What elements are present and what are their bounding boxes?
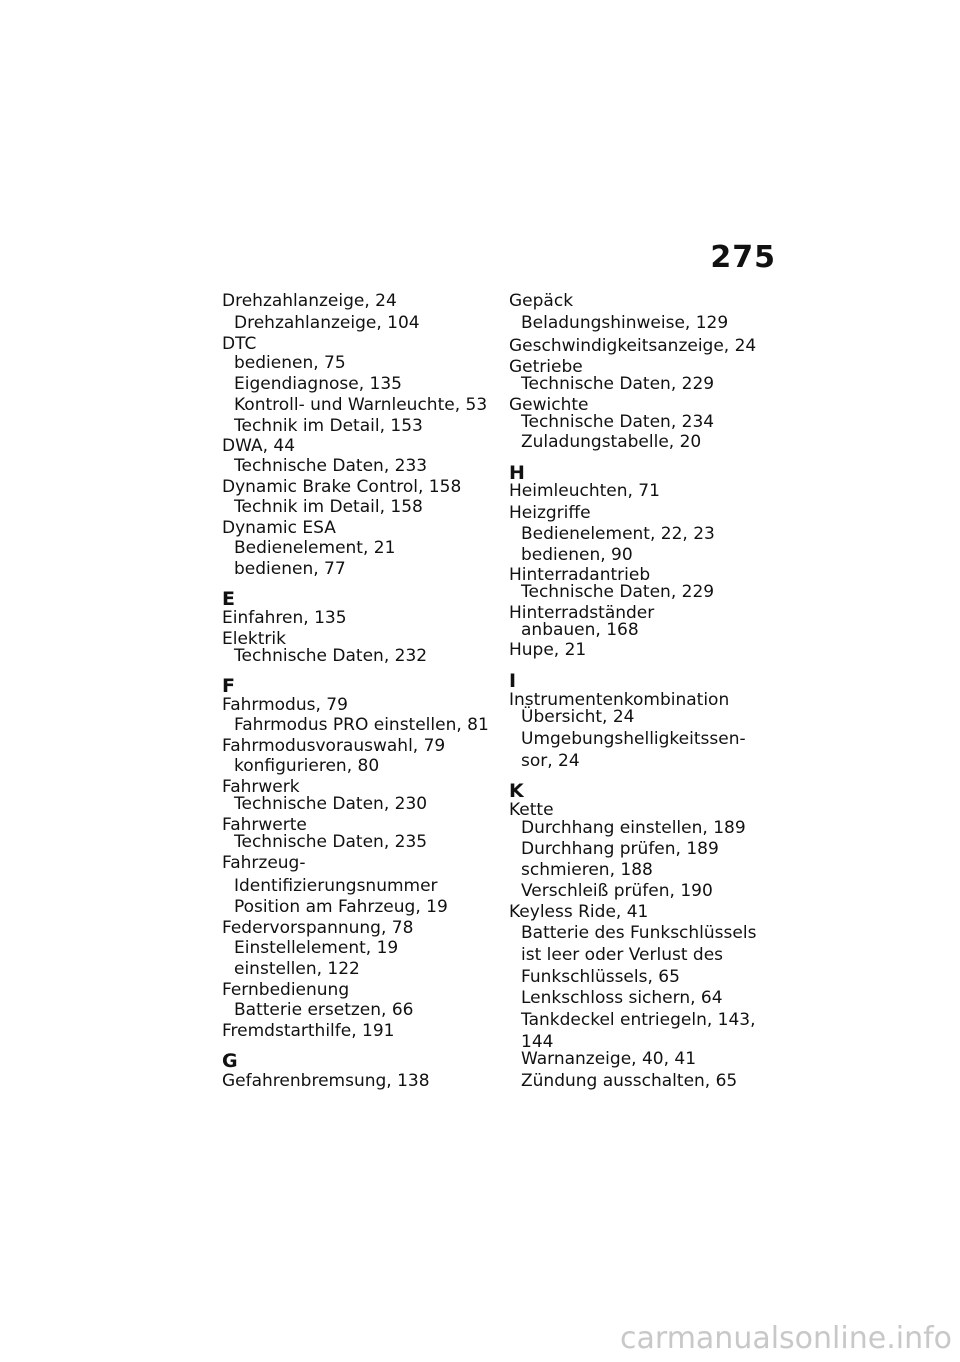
index-subentry: Technische Daten, 229 xyxy=(521,374,715,394)
index-subentry: Einstellelement, 19 xyxy=(234,938,399,958)
index-entry: Heizgriffe xyxy=(509,503,591,523)
index-subentry: Übersicht, 24 xyxy=(521,707,635,727)
index-entry: Gewichte xyxy=(509,395,589,415)
index-entry: Getriebe xyxy=(509,357,583,377)
index-entry: Dynamic Brake Control, 158 xyxy=(222,477,462,497)
index-subentry: einstellen, 122 xyxy=(234,959,360,979)
index-entry: Keyless Ride, 41 xyxy=(509,902,649,922)
index-entry: Federvorspannung, 78 xyxy=(222,918,414,938)
index-subentry: Funkschlüssels, 65 xyxy=(521,967,680,987)
index-entry: Kette xyxy=(509,800,554,820)
index-entry: DWA, 44 xyxy=(222,436,296,456)
index-entry: Hinterradständer xyxy=(509,603,655,623)
index-subentry: Verschleiß prüfen, 190 xyxy=(521,881,713,901)
index-subentry: Eigendiagnose, 135 xyxy=(234,374,402,394)
index-section-letter: K xyxy=(509,780,524,802)
index-entry: Fahrzeug- xyxy=(222,853,306,873)
index-entry: Fahrmodus, 79 xyxy=(222,695,348,715)
index-subentry: bedienen, 90 xyxy=(521,545,633,565)
index-subentry: Bedienelement, 22, 23 xyxy=(521,524,715,544)
index-entry: Geschwindigkeitsanzeige, 24 xyxy=(509,336,757,356)
page-number: 275 xyxy=(710,240,776,275)
index-subentry: Durchhang einstellen, 189 xyxy=(521,818,746,838)
index-subentry: bedienen, 75 xyxy=(234,353,346,373)
index-subentry: 144 xyxy=(521,1032,554,1052)
index-section-letter: H xyxy=(509,462,525,484)
index-subentry: Identifizierungsnummer xyxy=(234,876,438,896)
index-entry: Hupe, 21 xyxy=(509,640,587,660)
index-subentry: Beladungshinweise, 129 xyxy=(521,313,729,333)
index-entry: Hinterradantrieb xyxy=(509,565,651,585)
index-entry: Fremdstarthilfe, 191 xyxy=(222,1021,395,1041)
index-entry: Fahrwerte xyxy=(222,815,307,835)
index-subentry: Umgebungshelligkeitssen- xyxy=(521,729,746,749)
index-subentry: Warnanzeige, 40, 41 xyxy=(521,1049,697,1069)
index-subentry: Kontroll- und Warnleuchte, 53 xyxy=(234,395,488,415)
index-section-letter: G xyxy=(222,1050,238,1072)
index-subentry: ist leer oder Verlust des xyxy=(521,945,724,965)
index-subentry: konfigurieren, 80 xyxy=(234,756,380,776)
index-entry: Fernbedienung xyxy=(222,980,350,1000)
index-subentry: Technische Daten, 233 xyxy=(234,456,428,476)
index-subentry: schmieren, 188 xyxy=(521,860,653,880)
index-subentry: bedienen, 77 xyxy=(234,559,346,579)
index-subentry: Batterie des Funkschlüssels xyxy=(521,923,757,943)
index-entry: Heimleuchten, 71 xyxy=(509,481,660,501)
index-subentry: Drehzahlanzeige, 104 xyxy=(234,313,420,333)
index-subentry: Tankdeckel entriegeln, 143, xyxy=(521,1010,756,1030)
site-watermark: carmanualsonline.info xyxy=(620,1321,952,1356)
index-subentry: Technik im Detail, 158 xyxy=(234,497,423,517)
index-entry: Fahrwerk xyxy=(222,777,300,797)
index-entry: Gepäck xyxy=(509,291,574,311)
index-subentry: Technische Daten, 229 xyxy=(521,582,715,602)
index-subentry: anbauen, 168 xyxy=(521,620,639,640)
index-section-letter: E xyxy=(222,588,235,610)
index-subentry: Technische Daten, 230 xyxy=(234,794,428,814)
index-subentry: Bedienelement, 21 xyxy=(234,538,396,558)
index-entry: Elektrik xyxy=(222,629,286,649)
index-subentry: Technik im Detail, 153 xyxy=(234,416,423,436)
index-entry: Dynamic ESA xyxy=(222,518,336,538)
index-entry: Instrumentenkombination xyxy=(509,690,730,710)
index-subentry: Technische Daten, 232 xyxy=(234,646,428,666)
index-section-letter: I xyxy=(509,670,517,692)
index-subentry: Zündung ausschalten, 65 xyxy=(521,1071,738,1091)
index-subentry: Fahrmodus PRO einstellen, 81 xyxy=(234,715,489,735)
index-entry: Drehzahlanzeige, 24 xyxy=(222,291,397,311)
index-section-letter: F xyxy=(222,675,235,697)
index-subentry: Position am Fahrzeug, 19 xyxy=(234,897,448,917)
index-subentry: Lenkschloss sichern, 64 xyxy=(521,988,723,1008)
index-subentry: Durchhang prüfen, 189 xyxy=(521,839,719,859)
index-entry: Fahrmodusvorauswahl, 79 xyxy=(222,736,446,756)
index-entry: DTC xyxy=(222,334,257,354)
index-subentry: Zuladungstabelle, 20 xyxy=(521,432,702,452)
index-subentry: sor, 24 xyxy=(521,751,580,771)
index-subentry: Technische Daten, 235 xyxy=(234,832,428,852)
index-subentry: Batterie ersetzen, 66 xyxy=(234,1000,414,1020)
index-subentry: Technische Daten, 234 xyxy=(521,412,715,432)
index-entry: Einfahren, 135 xyxy=(222,608,347,628)
index-entry: Gefahrenbremsung, 138 xyxy=(222,1071,430,1091)
